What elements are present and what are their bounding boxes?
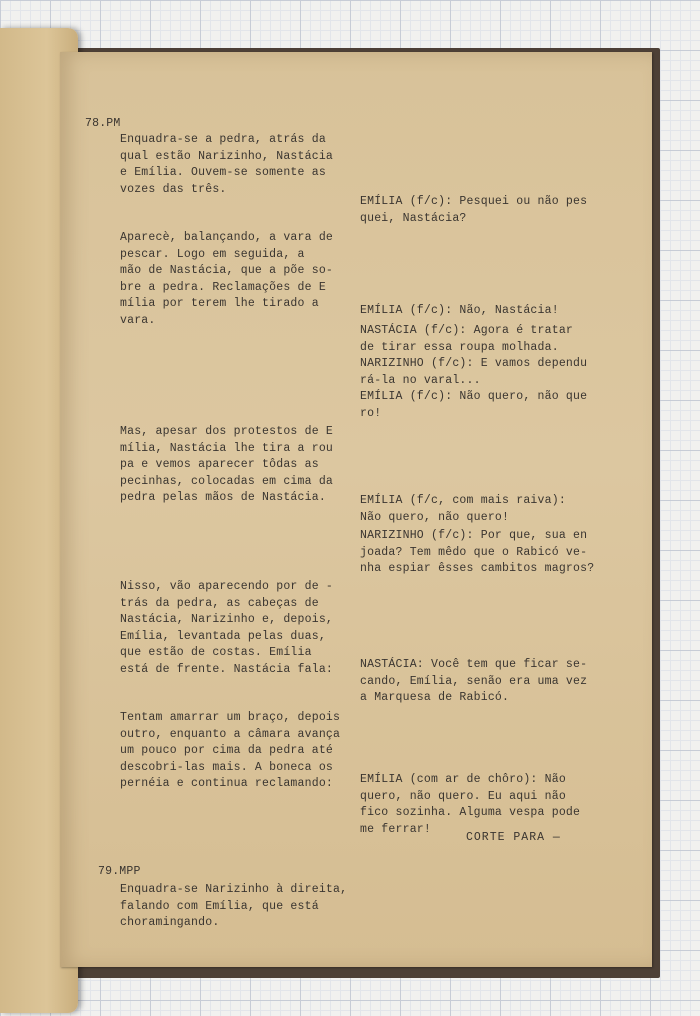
scene-79-number: 79.MPP (98, 865, 141, 878)
scene-78-action-2: Aparecè, balançando, a vara de pescar. Logo em seguida, a mão de Nastácia, que a põe so- bre a pedra. Reclamações de E mília por terem lhe tirado a vara. (120, 231, 334, 327)
dialogue-emilia-2: EMÍLIA (f/c): Não, Nastácia! (360, 304, 559, 317)
dialogue-emilia-4: EMÍLIA (f/c, com mais raiva): Não quero, não quero! (360, 494, 566, 524)
script-page (60, 52, 652, 967)
dialogue-narizinho-1: NARIZINHO (f/c): E vamos dependu rá-la no varal... (360, 357, 588, 387)
scene-78-action-3: Mas, apesar dos protestos de E mília, Nastácia lhe tira a rou pa e vemos aparecer tôdas as pecinhas, colocadas em cima da pedra pelas mãos de Nastácia. (120, 425, 334, 504)
scene-78-action-5: Tentam amarrar um braço, depois outro, enquanto a câmara avança um pouco por cima da pedra até descobri-las mais. A boneca os pernéia e continua reclamando: (120, 711, 341, 790)
scene-79-action: Enquadra-se Narizinho à direita, falando com Emília, que está choramingando. (120, 883, 348, 929)
scene-78-number: 78.PM (85, 117, 121, 130)
dialogue-emilia-3: EMÍLIA (f/c): Não quero, não que ro! (360, 390, 588, 420)
dialogue-emilia-1: EMÍLIA (f/c): Pesquei ou não pes quei, Nastácia? (360, 195, 588, 225)
dialogue-narizinho-2: NARIZINHO (f/c): Por que, sua en joada? Tem mêdo que o Rabicó ve- nha espiar êsses cambitos magros? (360, 529, 595, 575)
scene-78-action-4: Nisso, vão aparecendo por de - trás da pedra, as cabeças de Nastácia, Narizinho e, depois, Emília, levantada pelas duas, que estão de costas. Emília está de frente. Nastácia fala: (120, 580, 334, 676)
dialogue-nastacia-1: NASTÁCIA (f/c): Agora é tratar de tirar essa roupa molhada. (360, 324, 574, 354)
transition-cut-to: CORTE PARA — (466, 831, 561, 844)
scene-78-action-1: Enquadra-se a pedra, atrás da qual estão Narizinho, Nastácia e Emília. Ouvem-se somente as vozes das três. (120, 133, 334, 196)
dialogue-nastacia-2: NASTÁCIA: Você tem que ficar se- cando, Emília, senão era uma vez a Marquesa de Rabicó. (360, 658, 588, 704)
dialogue-emilia-5: EMÍLIA (com ar de chôro): Não quero, não quero. Eu aqui não fico sozinha. Alguma vespa pode me ferrar! (360, 773, 581, 836)
